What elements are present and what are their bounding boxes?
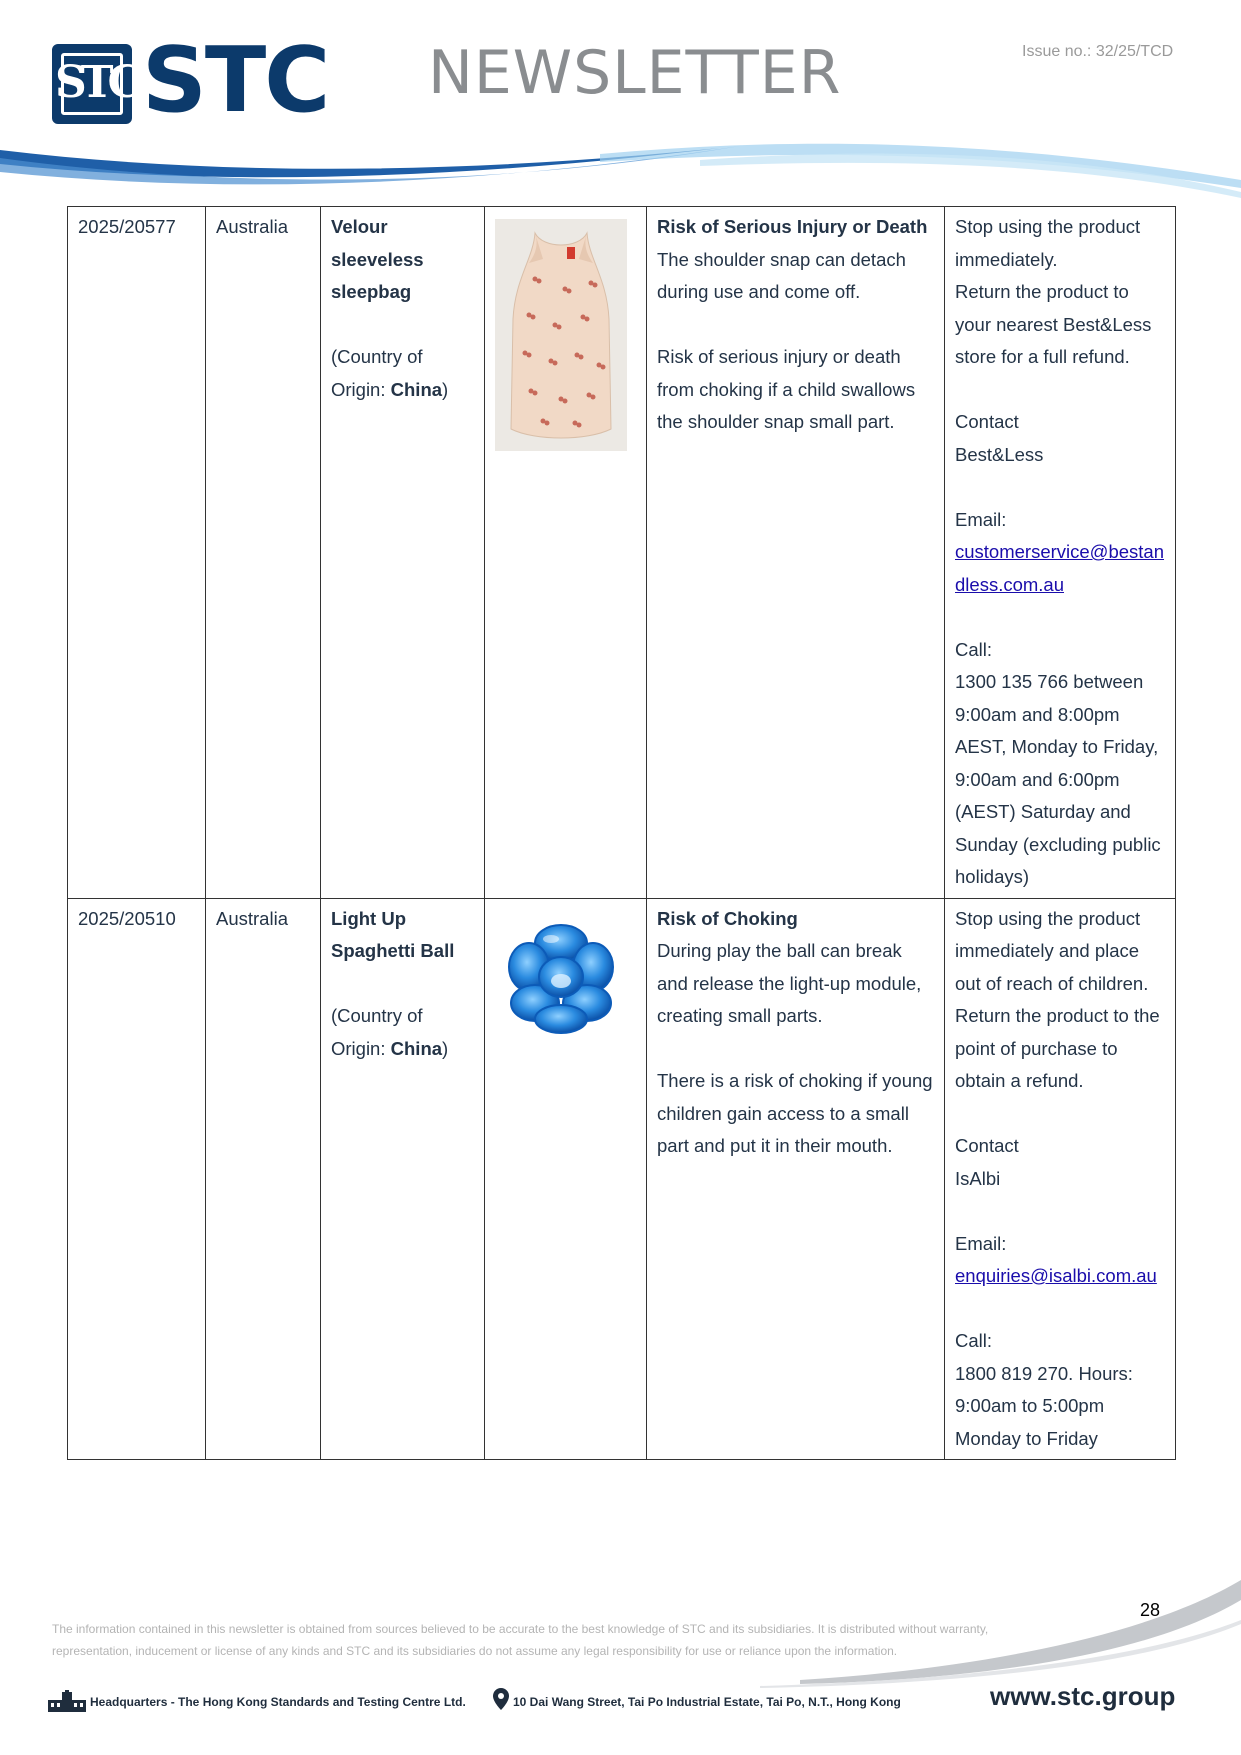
stc-logo: [52, 28, 352, 133]
location-pin-icon: [493, 1688, 509, 1710]
reference-number: 2025/20510: [68, 898, 206, 1460]
hazard-description: During play the ball can break and release the light-up module, creating small parts.: [657, 940, 922, 1026]
logo-wordmark: STC: [142, 28, 329, 133]
country: Australia: [206, 898, 321, 1460]
table-row: [68, 207, 1176, 899]
spaghetti-ball-photo-icon: [495, 911, 627, 1043]
hazard-title: Risk of Choking: [657, 907, 798, 929]
website-link[interactable]: www.stc.group: [990, 1681, 1176, 1711]
hazard-cell: [647, 207, 945, 899]
remedy-cell: [945, 207, 1176, 899]
headquarters-label: Headquarters - The Hong Kong Standards and Testing Centre Ltd.: [90, 1695, 466, 1709]
product-image-cell: [485, 207, 647, 899]
remedy-return: Return the product to your nearest Best&Less store for a full refund.: [955, 281, 1152, 367]
issue-number: Issue no.: 32/25/TCD: [1022, 43, 1174, 60]
call-details: 1300 135 766 between 9:00am and 8:00pm AEST, Monday to Friday, 9:00am and 6:00pm (AEST) Saturday and Sunday (excluding public holidays): [955, 671, 1161, 887]
product-name: Light Up Spaghetti Ball: [331, 907, 455, 961]
origin-country: China: [390, 1037, 443, 1059]
stc-logo-mark-icon: STC: [52, 44, 132, 124]
call-details: 1800 819 270. Hours: 9:00am to 5:00pm Monday to Friday: [955, 1362, 1133, 1449]
remedy-instruction: Stop using the product immediately.: [955, 216, 1141, 270]
call-label: Call:: [955, 638, 993, 660]
call-label: Call:: [955, 1330, 993, 1351]
email-label: Email:: [955, 1232, 1007, 1254]
hazard-description: The shoulder snap can detach during use and come off.: [657, 248, 906, 302]
newsletter-title: NEWSLETTER: [428, 38, 842, 108]
email-label: Email:: [955, 508, 1007, 530]
remedy-instruction: Stop using the product immediately and place out of reach of children.: [955, 907, 1149, 994]
country-of-origin: (Country of Origin: China): [331, 346, 449, 400]
contact-label: Contact: [955, 411, 1019, 432]
country: Australia: [206, 207, 321, 899]
table-row: [68, 898, 1176, 1460]
page-number: 28: [1140, 1600, 1161, 1620]
email-link[interactable]: enquiries@isalbi.com.au: [955, 1265, 1157, 1286]
building-icon: [48, 1690, 86, 1712]
hazard-risk: Risk of serious injury or death from choking if a child swallows the shoulder snap small part.: [657, 346, 916, 432]
contact-label: Contact: [955, 1135, 1019, 1156]
address: 10 Dai Wang Street, Tai Po Industrial Estate, Tai Po, N.T., Hong Kong: [513, 1695, 901, 1709]
hazard-risk: There is a risk of choking if young children gain access to a small part and put it in their mouth.: [657, 1070, 933, 1156]
product-name: Velour sleeveless sleepbag: [331, 216, 424, 302]
remedy-cell: [945, 898, 1176, 1460]
recall-table: [67, 206, 1176, 1460]
disclaimer: The information contained in this newsletter is obtained from sources believed to be accurate to the best knowledge of STC and its subsidiaries. It is distributed without warranty, representation, inducement or license of any kinds and STC and its subsidiaries do not assume any legal responsibility for use or reliance upon the information.: [52, 1622, 989, 1658]
hazard-title: Risk of Serious Injury or Death: [657, 216, 928, 237]
product-cell: [321, 898, 485, 1460]
reference-number: 2025/20577: [68, 207, 206, 899]
origin-country: China: [390, 378, 443, 400]
hazard-cell: [647, 898, 945, 1460]
remedy-return: Return the product to the point of purchase to obtain a refund.: [955, 1005, 1160, 1091]
product-cell: [321, 207, 485, 899]
contact-name: IsAlbi: [955, 1167, 1001, 1189]
header-swoosh-decoration: [0, 140, 1241, 200]
country-of-origin: (Country of Origin: China): [331, 1005, 449, 1059]
sleepbag-photo-icon: [495, 219, 627, 451]
contact-name: Best&Less: [955, 443, 1044, 465]
email-link[interactable]: customerservice@bestandless.com.au: [955, 541, 1165, 595]
product-image-cell: [485, 898, 647, 1460]
